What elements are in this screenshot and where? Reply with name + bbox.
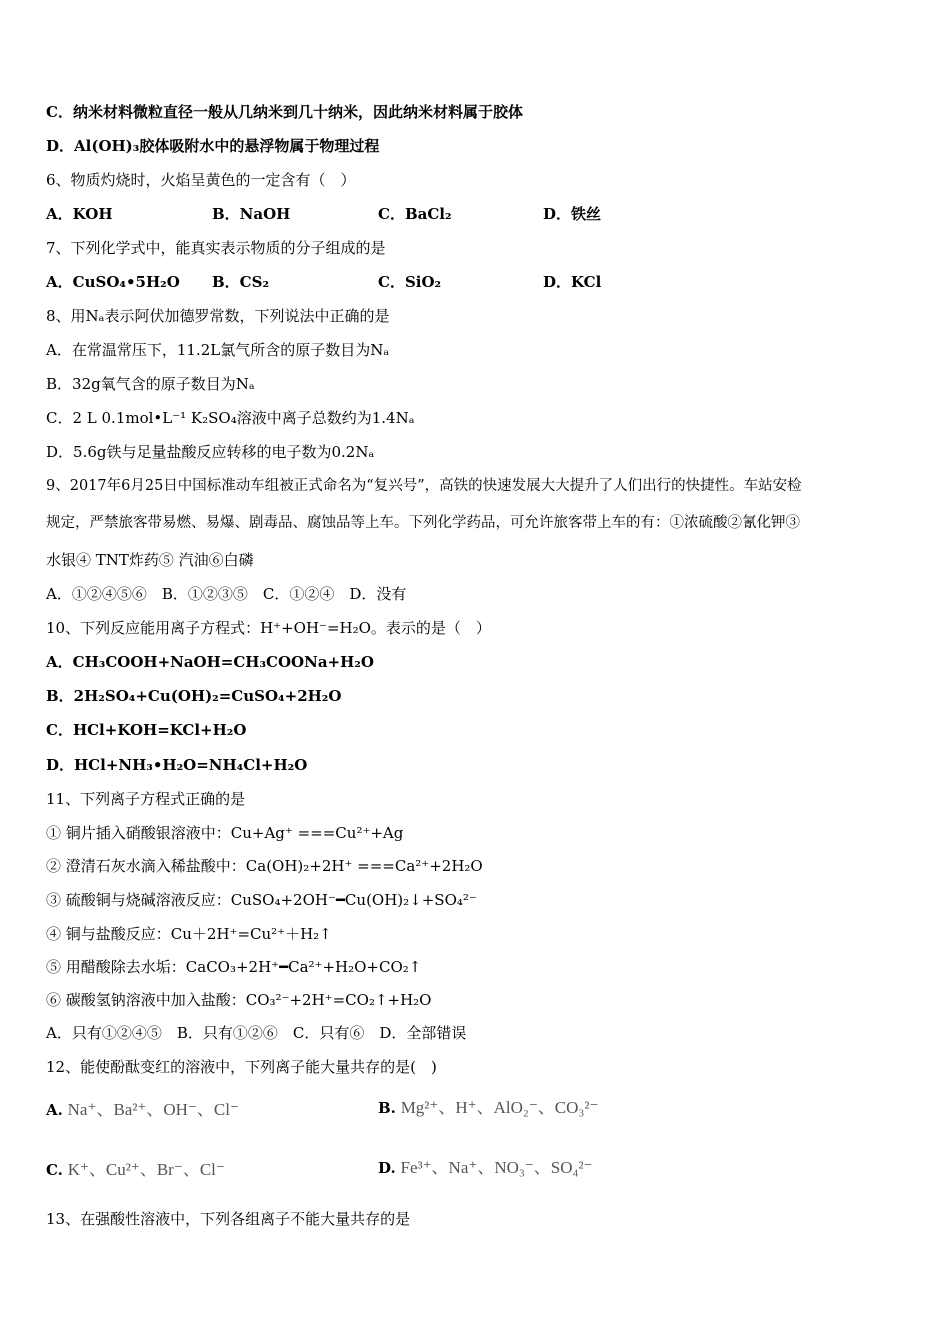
q11-item-2: ② 澄清石灰水滴入稀盐酸中：Ca(OH)₂+2H⁺ ===Ca²⁺+2H₂O [46,857,483,875]
q5-option-d: D．Al(OH)₃胶体吸附水中的悬浮物属于物理过程 [46,137,380,155]
option-label: D. [378,1159,396,1177]
option-label: C. [46,1161,63,1179]
q12-option-a [46,1100,239,1120]
q10-option-a: A．CH₃COOH+NaOH=CH₃COONa+H₂O [46,653,374,671]
q7-option-c: C．SiO₂ [378,273,442,291]
q10-option-d: D．HCl+NH₃•H₂O=NH₄Cl+H₂O [46,756,308,774]
option-ions: Na⁺、Ba²⁺、OH⁻、Cl⁻ [67,1100,239,1119]
q6-stem: 6、物质灼烧时，火焰呈黄色的一定含有（ ） [46,171,356,189]
q12-stem: 12、能使酚酞变红的溶液中，下列离子能大量共存的是( ) [46,1058,437,1076]
q11-item-4: ④ 铜与盐酸反应：Cu＋2H⁺=Cu²⁺＋H₂↑ [46,925,332,943]
q7-stem: 7、下列化学式中，能真实表示物质的分子组成的是 [46,239,386,257]
option-ions: K⁺、Cu²⁺、Br⁻、Cl⁻ [67,1160,225,1179]
q12-option-d [378,1158,593,1178]
q11-options: A．只有①②④⑤ B．只有①②⑥ C．只有⑥ D．全部错误 [46,1024,467,1042]
q9-stem-line-3: 水银④ TNT炸药⑤ 汽油⑥白磷 [46,551,254,569]
q7-option-a: A．CuSO₄•5H₂O [46,273,180,291]
option-label: B. [378,1099,396,1117]
q11-item-5: ⑤ 用醋酸除去水垢：CaCO₃+2H⁺━Ca²⁺+H₂O+CO₂↑ [46,958,422,976]
q6-option-a: A．KOH [46,205,113,223]
q12-option-b [378,1098,598,1118]
q11-item-1: ① 铜片插入硝酸银溶液中：Cu+Ag⁺ ===Cu²⁺+Ag [46,824,404,842]
q9-stem-line-2: 规定，严禁旅客带易燃、易爆、剧毒品、腐蚀品等上车。下列化学药品，可允许旅客带上车的有：①浓硫酸②氰化钾③ [46,515,800,531]
q6-option-d: D．铁丝 [543,205,602,223]
q6-option-c: C．BaCl₂ [378,205,452,223]
q12-option-c [46,1160,225,1180]
q11-stem: 11、下列离子方程式正确的是 [46,790,246,808]
q6-option-b: B．NaOH [212,205,291,223]
q13-stem: 13、在强酸性溶液中，下列各组离子不能大量共存的是 [46,1210,411,1228]
option-ions: Fe³⁺、Na⁺、NO₃⁻、SO₄²⁻ [400,1158,593,1177]
q11-item-6: ⑥ 碳酸氢钠溶液中加入盐酸：CO₃²⁻+2H⁺=CO₂↑+H₂O [46,991,432,1009]
q10-stem: 10、下列反应能用离子方程式：H⁺+OH⁻=H₂O。表示的是（ ） [46,619,491,637]
q8-option-a: A．在常温常压下，11.2L氯气所含的原子数目为Nₐ [46,341,390,359]
q9-options: A．①②④⑤⑥ B．①②③⑤ C．①②④ D．没有 [46,585,407,603]
q8-option-c: C．2 L 0.1mol•L⁻¹ K₂SO₄溶液中离子总数约为1.4Nₐ [46,409,415,427]
q8-option-b: B．32g氧气含的原子数目为Nₐ [46,375,255,393]
q10-option-b: B．2H₂SO₄+Cu(OH)₂=CuSO₄+2H₂O [46,687,342,705]
q7-option-b: B．CS₂ [212,273,270,291]
option-label: A. [46,1101,63,1119]
q8-option-d: D．5.6g铁与足量盐酸反应转移的电子数为0.2Nₐ [46,443,375,461]
q7-option-d: D．KCl [543,273,602,291]
q8-stem: 8、用Nₐ表示阿伏加德罗常数，下列说法中正确的是 [46,307,390,325]
q11-item-3: ③ 硫酸铜与烧碱溶液反应：CuSO₄+2OH⁻━Cu(OH)₂↓+SO₄²⁻ [46,891,477,909]
q9-stem-line-1: 9、2017年6月25日中国标准动车组被正式命名为“复兴号”，高铁的快速发展大大提升了人们出行的快捷性。车站安检 [46,478,802,494]
option-ions: Mg²⁺、H⁺、AlO₂⁻、CO₃²⁻ [400,1098,599,1117]
q10-option-c: C．HCl+KOH=KCl+H₂O [46,721,247,739]
q5-option-c: C．纳米材料微粒直径一般从几纳米到几十纳米，因此纳米材料属于胶体 [46,103,523,121]
